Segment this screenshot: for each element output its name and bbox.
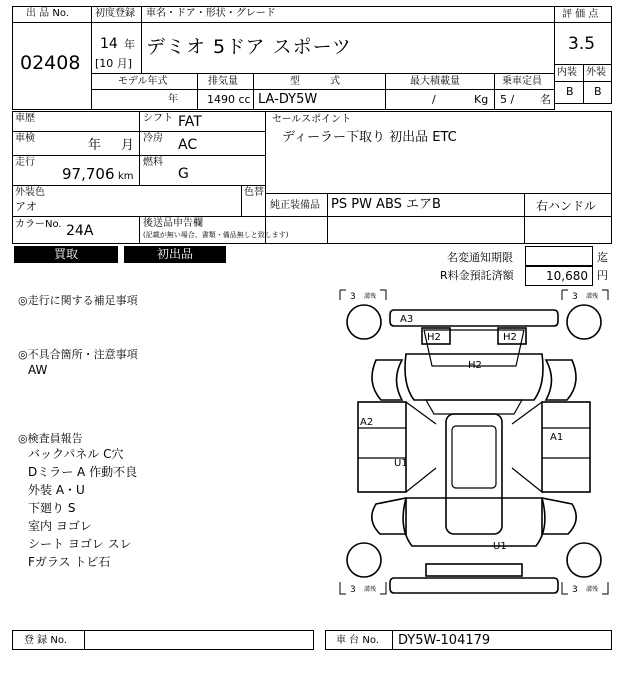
svg-text:溝残: 溝残	[586, 586, 599, 593]
mileage-label: 走行	[15, 157, 35, 168]
mark-left-side: A2	[360, 417, 374, 428]
ac-value: AC	[178, 137, 198, 153]
sunroof-area	[452, 426, 496, 488]
tire-mark-front-right	[562, 582, 608, 595]
inspector-item: 室内 ヨゴレ	[28, 519, 92, 533]
exterior-color-value: アオ	[15, 200, 37, 213]
fuel-label: 燃料	[143, 157, 163, 168]
svg-text:3: 3	[572, 585, 578, 595]
displacement-label: 排気量	[208, 76, 238, 87]
exterior-grade: B	[594, 85, 602, 98]
color-no-label: カラーNo.	[15, 219, 62, 230]
first-listing-tag: 初出品	[124, 246, 226, 263]
mark-rear-lamp-left: H2	[427, 332, 441, 343]
wheel-rear-left	[347, 305, 381, 339]
purchase-tag: 買取	[14, 246, 118, 263]
defects-title: ◎不具合箇所・注意事項	[18, 348, 138, 361]
mark-front: U1	[493, 541, 507, 552]
recycle-unit: 円	[597, 269, 608, 282]
inspection-year-unit: 年	[88, 138, 102, 153]
rear-bumper	[390, 310, 558, 326]
model-year-label: モデル年式	[118, 76, 168, 87]
inspector-item: 下廻り S	[28, 501, 76, 515]
cabin-center	[446, 414, 502, 534]
steering-value: 右ハンドル	[536, 199, 597, 213]
first-registration-year: 14	[100, 36, 118, 52]
defect-item: AW	[28, 363, 48, 377]
registration-label: 登 録 No.	[24, 635, 67, 646]
sales-point-label: セールスポイント	[272, 114, 352, 125]
car-damage-diagram	[336, 288, 612, 606]
driving-notes-title: ◎走行に関する補足事項	[18, 294, 138, 307]
inspector-item: バックパネル C穴	[28, 447, 124, 461]
exterior-color-label: 外装色	[15, 187, 45, 198]
history-label: 車歴	[15, 113, 35, 124]
tire-mark-front-left	[340, 582, 386, 595]
wheel-rear-right	[567, 305, 601, 339]
color-change-label: 色替	[244, 187, 264, 198]
name-change-label: 名変通知期限	[447, 251, 513, 264]
load-label: 最大積載量	[410, 76, 460, 87]
svg-text:溝残: 溝残	[364, 586, 377, 593]
inspection-month-unit: 月	[121, 138, 135, 153]
wheel-front-right	[567, 543, 601, 577]
chassis-label: 車 台 No.	[336, 635, 379, 646]
aftermarket-label: 後送品申告欄	[143, 218, 203, 229]
front-plate	[426, 564, 522, 576]
capacity-label: 乗車定員	[502, 76, 542, 87]
fuel-value: G	[178, 166, 189, 182]
sales-point-value: ディーラー下取り 初出品 ETC	[282, 130, 457, 145]
equipment-value: PS PW ABS エアB	[331, 197, 441, 212]
lot-number: 02408	[20, 52, 81, 74]
svg-text:3: 3	[350, 292, 356, 302]
model-year-unit: 年	[168, 94, 178, 105]
mark-rear-bumper: A3	[400, 314, 414, 325]
ac-label: 冷房	[143, 133, 163, 144]
color-no-value: 24A	[66, 223, 94, 239]
shift-value: FAT	[178, 114, 202, 130]
score-label: 評 価 点	[562, 9, 599, 20]
interior-grade: B	[566, 85, 574, 98]
pillar-right	[512, 402, 542, 492]
car-name: デミオ 5ドア スポーツ	[146, 36, 352, 58]
recycle-value: 10,680	[546, 269, 588, 283]
inspection-label: 車検	[15, 133, 35, 144]
chassis-number: DY5W-104179	[398, 633, 491, 648]
inspector-report-title: ◎検査員報告	[18, 432, 83, 445]
svg-text:溝残: 溝残	[364, 293, 377, 300]
front-fender-left	[372, 498, 406, 534]
mark-roof: H2	[468, 360, 482, 371]
interior-label: 内装	[557, 67, 577, 78]
year-unit: 年	[124, 38, 135, 51]
equipment-label: 純正装備品	[270, 200, 320, 211]
front-bumper	[390, 578, 558, 593]
mark-left-door: U1	[394, 458, 408, 469]
name-change-box	[525, 246, 593, 266]
rear-fender-left	[372, 360, 402, 400]
tire-mark-rear-right	[562, 290, 608, 302]
score-value: 3.5	[568, 34, 596, 54]
inspector-item: シート ヨゴレ スレ	[28, 537, 132, 551]
svg-text:溝残: 溝残	[586, 293, 599, 300]
displacement-value: 1490 cc	[207, 93, 251, 106]
inspector-item: Dミラー A 作動不良	[28, 465, 138, 479]
first-registration-label: 初度登録	[95, 8, 135, 19]
car-name-label: 車名・ドア・形状・グレード	[146, 8, 276, 19]
mileage-value: 97,706	[62, 165, 115, 183]
hood	[403, 498, 545, 546]
svg-text:3: 3	[350, 585, 356, 595]
mileage-unit: km	[118, 171, 134, 182]
rear-window	[426, 400, 522, 414]
svg-text:3: 3	[572, 292, 578, 302]
exterior-label: 外装	[586, 67, 606, 78]
wheel-front-left	[347, 543, 381, 577]
inspector-item: 外装 A・U	[28, 483, 85, 497]
load-value: /	[432, 93, 436, 106]
capacity-unit: 名	[540, 93, 551, 106]
load-unit: Kg	[474, 93, 489, 106]
lot-number-label: 出 品 No.	[26, 8, 69, 19]
body-left	[358, 402, 406, 492]
capacity-value: 5 /	[500, 93, 515, 106]
recycle-label: R料金預託済額	[440, 269, 514, 282]
model-label: 型 式	[290, 76, 340, 87]
mark-rear-lamp-right: H2	[503, 332, 517, 343]
mark-right-side: A1	[550, 432, 564, 443]
inspector-item: Fガラス トビ石	[28, 555, 111, 569]
pillar-left	[406, 402, 436, 492]
name-change-unit: 迄	[597, 251, 608, 264]
rear-fender-right	[546, 360, 576, 400]
shift-label: シフト	[143, 113, 173, 124]
aftermarket-note: (記載が無い場合、書類・備品無しと致します)	[143, 231, 289, 239]
model-code: LA-DY5W	[258, 92, 318, 107]
first-registration-month: [10 月]	[95, 57, 133, 70]
front-fender-right	[542, 498, 576, 534]
tire-mark-rear-left	[340, 290, 386, 302]
body-right	[542, 402, 590, 492]
